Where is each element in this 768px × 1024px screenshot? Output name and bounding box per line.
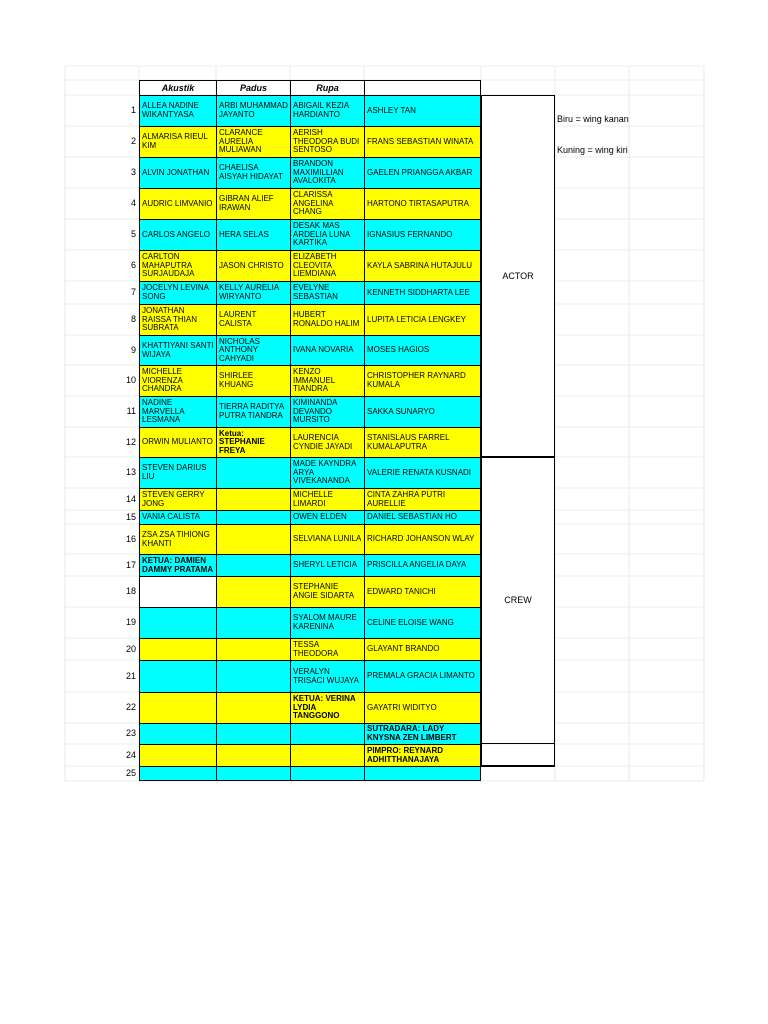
name-text: JONATHAN RAISSA THIAN SUBRATA [142,306,197,333]
name-cell[interactable] [364,488,481,510]
name-cell[interactable] [139,766,216,781]
name-cell[interactable] [290,457,364,488]
name-text: LUPITA LETICIA LENGKEY [367,314,466,324]
legend-yellow [555,144,704,156]
name-cell[interactable] [216,554,290,576]
name-text: KAYLA SABRINA HUTAJULU [367,260,473,270]
column-header-label: Padus [239,82,267,93]
row-number [65,281,139,304]
name-cell[interactable] [139,576,216,607]
name-cell[interactable] [216,692,290,723]
row-number [65,554,139,576]
row-number [65,335,139,365]
name-text: MOSES HAGIOS [367,345,430,355]
name-text: SYALOM MAURE KARENINA [293,613,357,631]
name-cell[interactable] [364,396,481,427]
name-cell[interactable] [290,126,364,157]
name-text: RICHARD JOHANSON WLAY [367,534,475,544]
name-cell[interactable] [139,723,216,744]
name-text: TESSA THEODORA [293,639,339,658]
name-text: ASHLEY TAN [367,105,416,115]
name-cell[interactable] [290,524,364,554]
name-text: MICHELLE VIORENZA CHANDRA [142,367,183,394]
name-cell[interactable] [139,126,216,157]
row-number-label: 17 [125,559,136,570]
row-number-label: 1 [130,105,136,116]
name-cell[interactable] [216,219,290,250]
name-text: HERA SELAS [219,229,269,239]
row-number [65,607,139,638]
name-cell[interactable] [139,554,216,576]
name-cell[interactable] [364,126,481,157]
name-text: CHRISTOPHER RAYNARD KUMALA [367,371,466,389]
name-text: ZSA ZSA TIHIONG KHANTI [142,529,210,548]
name-cell[interactable] [364,95,481,126]
name-cell[interactable] [139,524,216,554]
row-number-label: 18 [125,586,136,597]
name-text: CARLOS ANGELO [142,229,211,239]
name-text: STEPHANIE ANGIE SIDARTA [293,582,355,600]
row-number [65,576,139,607]
name-cell[interactable] [364,723,481,744]
name-text: PIMPRO: REYNARD ADHITTHANAJAYA [367,745,444,764]
name-text: ARBI MUHAMMAD JAYANTO [219,101,288,119]
row-number-label: 5 [130,229,136,240]
name-cell[interactable] [139,744,216,766]
name-cell[interactable] [139,488,216,510]
name-cell[interactable] [290,660,364,692]
name-cell[interactable] [216,126,290,157]
column-header[interactable] [364,80,481,95]
row-number-label: 12 [125,436,136,447]
name-cell[interactable] [364,524,481,554]
legend-text: Biru = wing kanan [557,113,629,124]
name-cell[interactable] [290,95,364,126]
name-text: HUBERT RONALDO HALIM [293,310,360,328]
name-cell[interactable] [364,304,481,335]
name-cell[interactable] [290,365,364,396]
row-number-label: 11 [126,406,136,417]
row-number-label: 13 [125,467,136,478]
name-text: GAYATRI WIDITYO [367,702,437,712]
name-text: ORWIN MULIANTO [142,437,213,447]
name-cell[interactable] [216,335,290,365]
name-cell[interactable] [216,766,290,781]
name-text: VANIA CALISTA [142,512,200,522]
name-text: CHAELISA AISYAH HIDAYAT [219,163,283,181]
name-text: STANISLAUS FARREL KUMALAPUTRA [367,432,450,451]
name-cell[interactable] [139,304,216,335]
name-cell[interactable] [290,744,364,766]
name-text: DESAK MAS ARDELIA LUNA KARTIKA [293,221,350,248]
name-text: IGNASIUS FERNANDO [367,229,453,239]
row-number [65,396,139,427]
name-cell[interactable] [290,638,364,660]
name-cell[interactable] [290,510,364,524]
row-number [65,638,139,660]
name-text: GIBRAN ALIEF IRAWAN [219,194,274,212]
name-cell[interactable] [216,157,290,188]
row-number [65,365,139,396]
name-cell[interactable] [216,576,290,607]
row-number [65,126,139,157]
crew-label: CREW [504,595,532,606]
row-number-label: 20 [125,643,136,654]
name-cell[interactable] [364,281,481,304]
name-cell[interactable] [290,250,364,281]
legend-blue [555,113,704,125]
row-number [65,488,139,510]
row-number [65,524,139,554]
name-cell[interactable] [216,660,290,692]
row-number-label: 3 [130,167,136,178]
name-cell[interactable] [364,457,481,488]
name-cell[interactable] [290,554,364,576]
name-text: SUTRADARA: LADY KNYSNA ZEN LIMBERT [367,724,457,742]
column-header[interactable] [216,80,290,95]
name-cell[interactable] [290,281,364,304]
name-text: MADE KAYNDRA ARYA VIVEKANANDA [293,459,356,486]
row-number [65,427,139,457]
name-text: SAKKA SUNARYO [367,406,435,416]
name-text: ALMARISA RIEUL KIM [142,132,208,150]
name-text: GLAYANT BRANDO [367,644,440,654]
name-cell[interactable] [216,188,290,219]
name-cell[interactable] [364,576,481,607]
name-cell[interactable] [139,281,216,304]
row-number [65,219,139,250]
name-text: NADINE MARVELLA LESMANA [142,398,185,425]
row-number-label: 16 [125,533,136,544]
name-cell[interactable] [216,638,290,660]
name-cell[interactable] [290,723,364,744]
name-cell[interactable] [364,510,481,524]
name-cell[interactable] [290,488,364,510]
name-text: HARTONO TIRTASAPUTRA [367,198,469,208]
name-text: LAURENCIA CYNDIE JAYADI [293,432,353,451]
name-cell[interactable] [364,250,481,281]
row-number [65,188,139,219]
row-number [65,157,139,188]
name-text: KETUA: DAMIEN DAMMY PRATAMA [142,555,214,574]
name-text: CINTA ZAHRA PUTRI AURELLIE [367,489,446,508]
name-cell[interactable] [290,157,364,188]
name-cell[interactable] [364,335,481,365]
name-text: ALVIN JONATHAN [142,167,210,177]
row-number [65,692,139,723]
name-text: MICHELLE LIMARDI [293,489,334,508]
name-text: PRISCILLA ANGELIA DAYA [367,560,467,570]
column-header-label: Akustik [161,82,195,93]
name-cell[interactable] [290,335,364,365]
name-text: JOCELYN LEVINA SONG [142,283,209,301]
empty-cell[interactable] [481,766,555,781]
name-text: SHERYL LETICIA [293,560,358,570]
name-cell[interactable] [364,766,481,781]
name-cell[interactable] [216,250,290,281]
row-number-label: 24 [125,749,136,760]
crew-group-cell[interactable] [481,457,555,744]
name-text: NICHOLAS ANTHONY CAHYADI [219,336,260,363]
name-cell[interactable] [216,457,290,488]
name-cell[interactable] [364,638,481,660]
row-number [65,250,139,281]
name-text: KENZO IMMANUEL TIANDRA [293,367,335,394]
row-number-label: 25 [125,768,136,779]
name-cell[interactable] [139,660,216,692]
name-text: IVANA NOVARIA [293,345,354,355]
name-cell[interactable] [139,638,216,660]
name-text: Ketua: STEPHANIE FREYA [219,428,265,455]
row-number-label: 8 [130,314,136,325]
name-text: LAURENT CALISTA [219,310,257,328]
name-text: ABIGAIL KEZIA HARDIANTO [293,101,349,119]
name-cell[interactable] [216,510,290,524]
row-number-label: 14 [125,493,136,504]
name-cell[interactable] [290,219,364,250]
row-number-label: 19 [125,617,136,628]
name-cell[interactable] [139,365,216,396]
name-text: AUDRIC LIMVANIO [142,198,213,208]
name-cell[interactable] [216,396,290,427]
column-header[interactable] [290,80,364,95]
row-number [65,457,139,488]
row-number-label: 4 [130,198,136,209]
row-number-label: 2 [130,136,136,147]
name-text: FRANS SEBASTIAN WINATA [367,136,474,146]
row-number [65,95,139,126]
row-number-label: 22 [125,702,136,713]
name-cell[interactable] [139,335,216,365]
name-text: KELLY AURELIA WIRYANTO [219,283,279,301]
name-cell[interactable] [216,524,290,554]
row-number-label: 10 [125,375,136,386]
row-number-label: 15 [125,511,136,522]
name-text: VALERIE RENATA KUSNADI [367,467,472,477]
name-cell[interactable] [216,427,290,457]
name-cell[interactable] [216,304,290,335]
row-number [65,723,139,744]
name-cell[interactable] [290,188,364,219]
name-cell[interactable] [364,660,481,692]
name-text: EDWARD TANICHI [367,586,436,596]
empty-cell[interactable] [481,744,555,766]
name-cell[interactable] [216,281,290,304]
name-text: ELIZABETH CLEOVITA LIEMDIANA [293,252,337,279]
row-number [65,766,139,781]
name-cell[interactable] [364,365,481,396]
name-cell[interactable] [364,692,481,723]
name-cell[interactable] [364,607,481,638]
name-cell[interactable] [290,607,364,638]
actor-group-cell[interactable] [481,95,555,457]
name-text: CLARISSA ANGELINA CHANG [293,190,334,217]
name-text: SHIRLEE KHUANG [219,371,254,389]
name-cell[interactable] [139,427,216,457]
name-text: TIERRA RADITYA PUTRA TIANDRA [219,402,284,420]
name-cell[interactable] [139,457,216,488]
name-text: OWEN ELDEN [293,512,347,522]
name-text: STEVEN DARIUS LIU [142,463,207,481]
legend-text: Kuning = wing kiri [557,144,628,155]
name-cell[interactable] [139,219,216,250]
name-text: CELINE ELOISE WANG [367,617,454,627]
name-text: BRANDON MAXIMILLIAN AVALOKITA [293,159,344,186]
name-cell[interactable] [290,396,364,427]
name-text: CLARANCE AURELIA MULIAWAN [219,128,263,155]
name-text: CARLTON MAHAPUTRA SURJAUDAJA [142,252,195,279]
name-text: DANIEL SEBASTIAN HO [367,512,457,522]
name-text: KENNETH SIDDHARTA LEE [367,287,470,297]
name-cell[interactable] [290,427,364,457]
name-text: GAELEN PRIANGGA AKBAR [367,167,473,177]
row-number-label: 9 [130,344,136,355]
name-text: JASON CHRISTO [219,260,284,270]
name-text: KHATTIYANI SANTI WIJAYA [142,340,214,359]
name-cell[interactable] [364,157,481,188]
name-cell[interactable] [216,607,290,638]
name-cell[interactable] [139,188,216,219]
name-cell[interactable] [139,396,216,427]
name-cell[interactable] [290,576,364,607]
row-number-label: 23 [125,728,136,739]
name-text: VERALYN TRISACI WUJAYA [293,666,359,685]
name-cell[interactable] [139,250,216,281]
column-header[interactable] [139,80,216,95]
name-cell[interactable] [364,744,481,766]
name-text: PREMALA GRACIA LIMANTO [367,671,475,681]
name-cell[interactable] [139,157,216,188]
name-cell[interactable] [216,488,290,510]
name-text: KIMINANDA DEVANDO MURSITO [293,398,338,425]
name-text: STEVEN GERRY JONG [142,489,205,508]
name-cell[interactable] [290,766,364,781]
name-cell[interactable] [364,219,481,250]
name-text: ALLEA NADINE WIKANTYASA [142,101,199,119]
row-number-label: 6 [130,260,136,271]
row-number [65,510,139,524]
name-cell[interactable] [216,723,290,744]
name-cell[interactable] [216,95,290,126]
name-cell[interactable] [139,607,216,638]
column-header-label: Rupa [316,82,339,93]
name-cell[interactable] [216,365,290,396]
name-cell[interactable] [364,427,481,457]
name-cell[interactable] [139,692,216,723]
name-cell[interactable] [364,188,481,219]
row-number [65,660,139,692]
row-number [65,744,139,766]
name-text: AERISH THEODORA BUDI SENTOSO [293,128,360,155]
name-cell[interactable] [290,304,364,335]
row-number-label: 21 [125,670,136,681]
name-text: KETUA: VERINA LYDIA TANGGONO [293,694,356,721]
name-cell[interactable] [290,692,364,723]
name-cell[interactable] [139,95,216,126]
row-number-label: 7 [130,287,136,298]
name-cell[interactable] [139,510,216,524]
name-cell[interactable] [364,554,481,576]
actor-label: ACTOR [502,270,534,281]
name-text: EVELYNE SEBASTIAN [293,283,338,301]
row-number [65,304,139,335]
name-cell[interactable] [216,744,290,766]
name-text: SELVIANA LUNILA [293,534,362,544]
